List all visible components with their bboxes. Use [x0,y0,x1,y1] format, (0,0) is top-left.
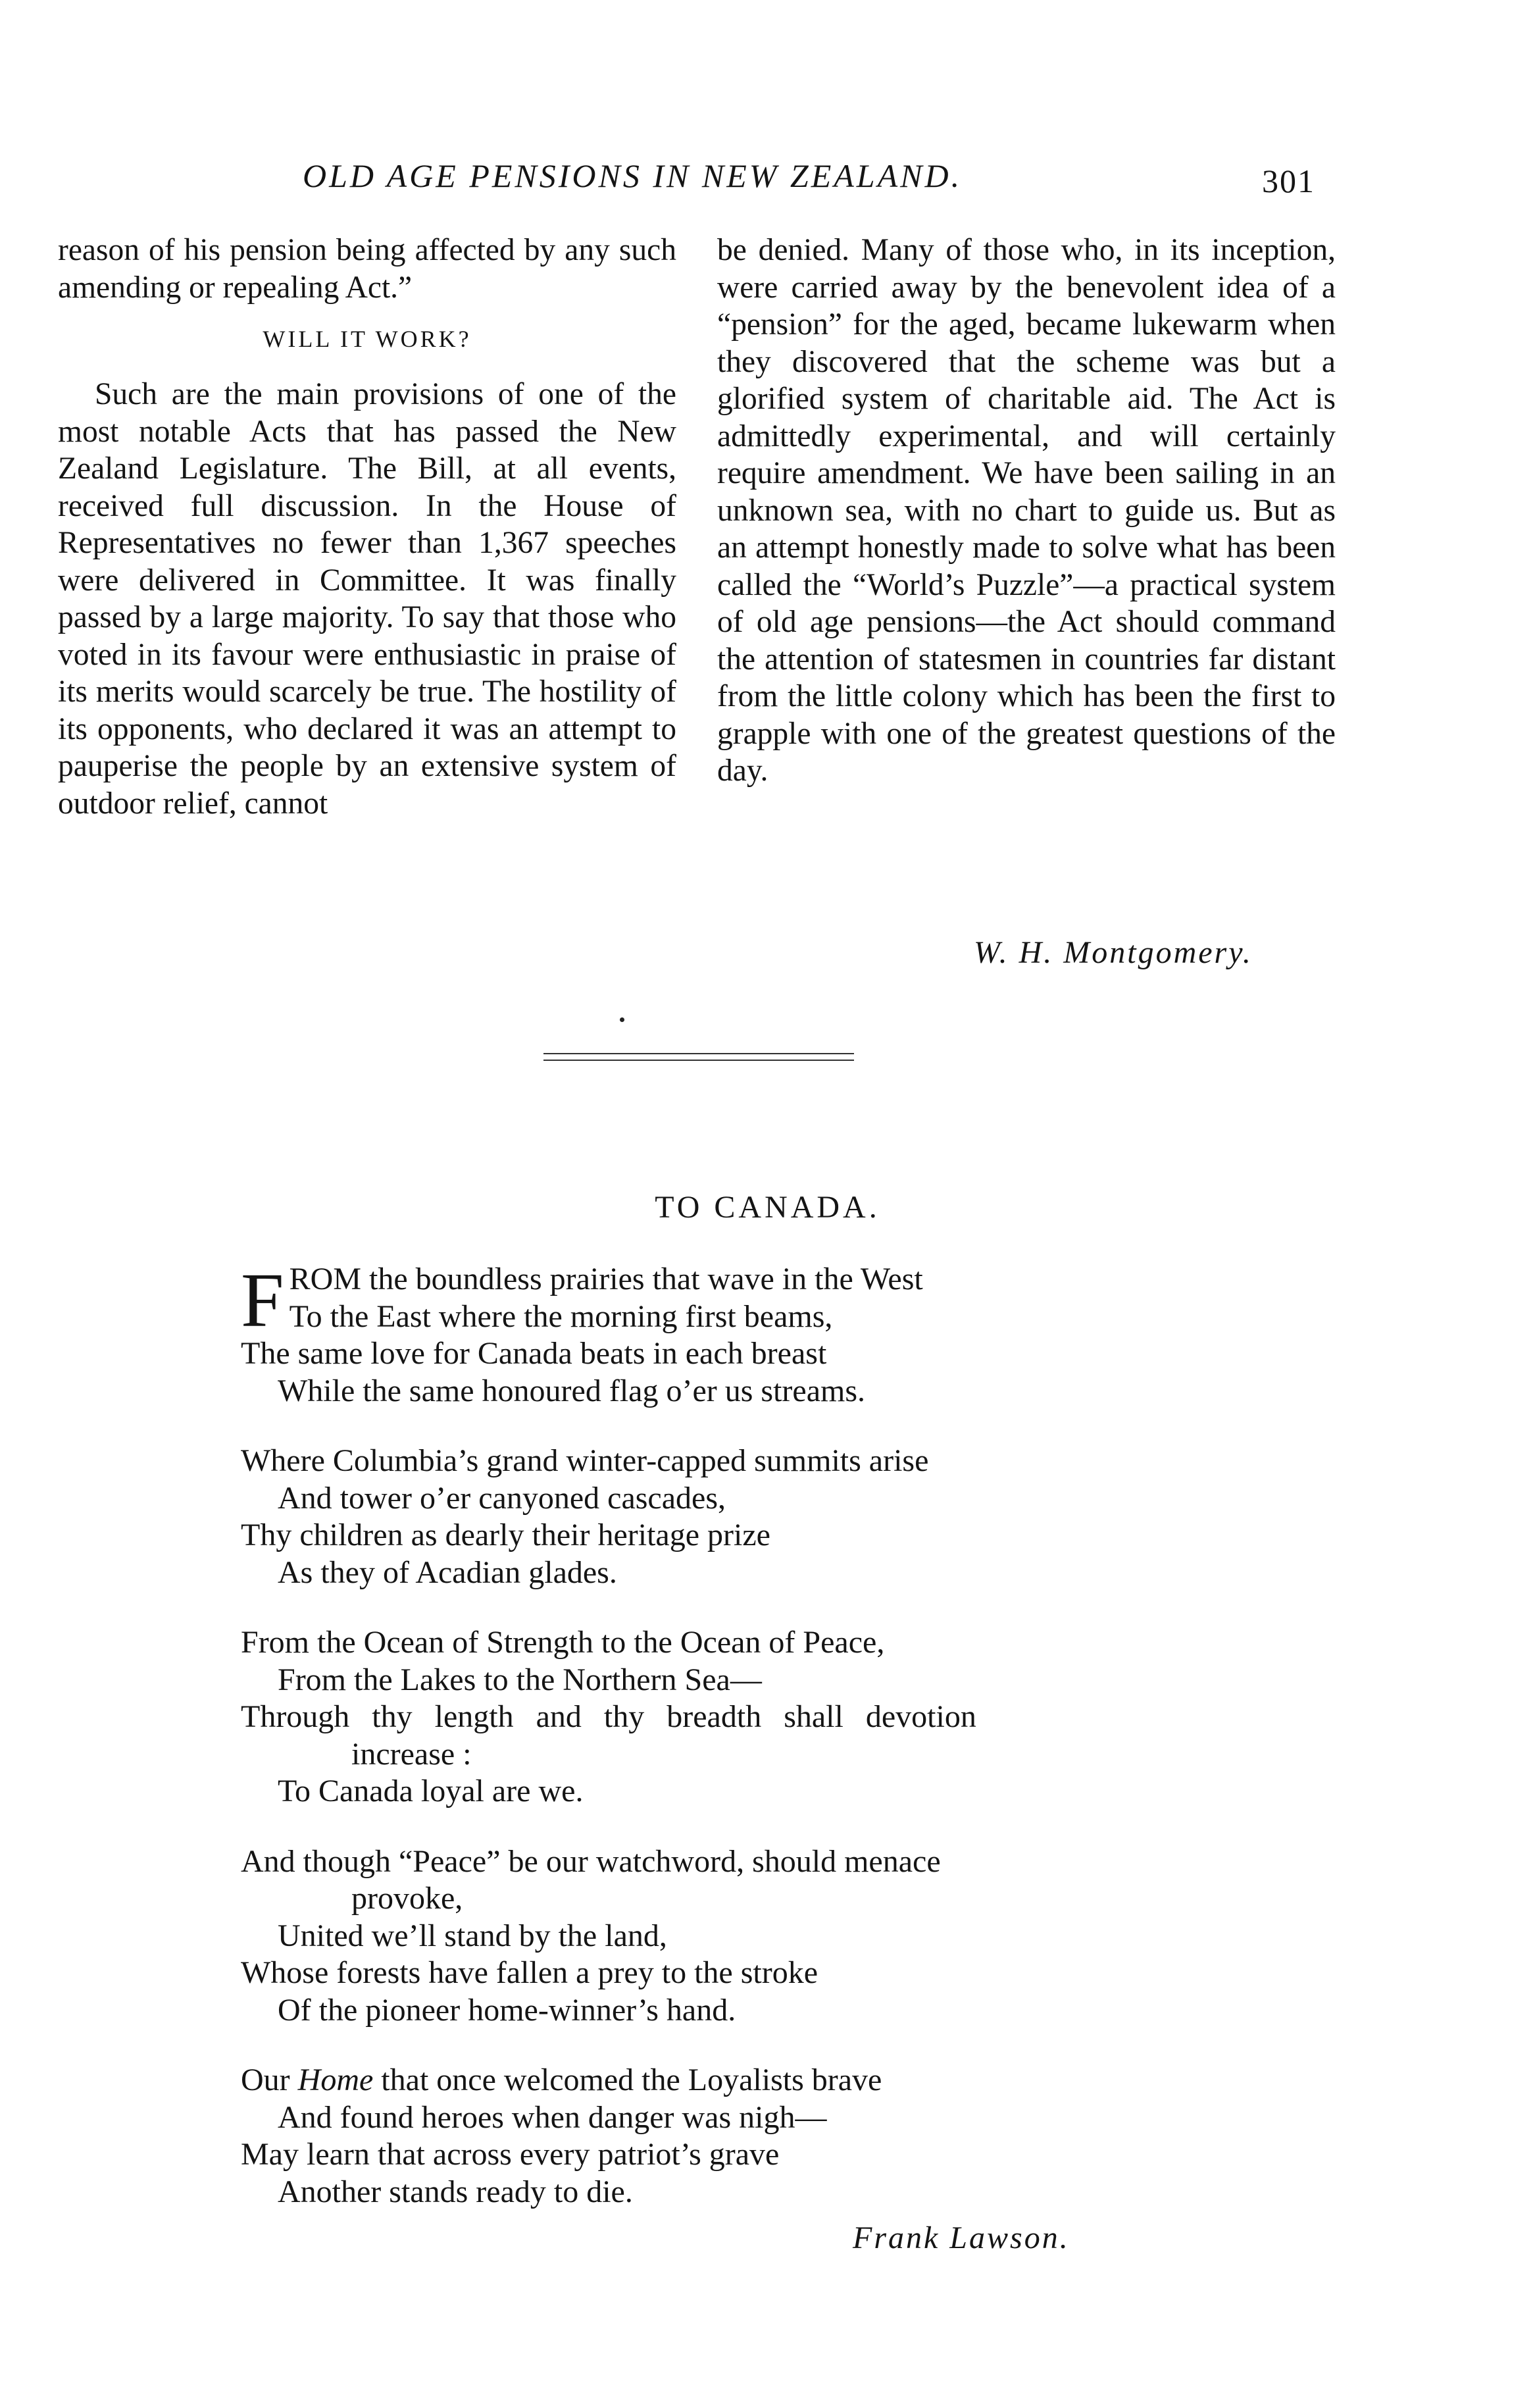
drop-cap: F [241,1257,284,1343]
poem-line: United we’ll stand by the land, [278,1918,667,1953]
poem-line-end: that once welcomed the Loyalists brave [373,2062,882,2097]
poem-line: Of the pioneer home-winner’s hand. [278,1992,736,2028]
poem-line: The same love for Canada beats in each breast [241,1336,827,1371]
poem-line: May learn that across every patriot’s grave [241,2137,780,2172]
poem-emphasis-home: Home [297,2062,374,2097]
separator-rule-top [543,1053,854,1054]
article-right-column [717,232,1336,790]
poem-line-start: Our [241,2062,298,2097]
poem-line: increase : [351,1736,472,1772]
poem-stanza-2 [241,1443,1267,1591]
poem-stanza-3 [241,1624,1267,1810]
article-author-signature: W. H. Montgomery. [974,935,1253,970]
poem-line: To the East where the morning first beams, [289,1298,833,1334]
poem-line: And though “Peace” be our watchword, should menace [241,1843,941,1879]
left-column-opening: reason of his pension being affected by any such amending or repealing Act.” [58,233,676,305]
poem-line: While the same honoured flag o’er us streams. [278,1373,866,1408]
poem-line: ROM the boundless prairies that wave in the West [289,1262,923,1296]
poem-line: And found heroes when danger was nigh— [278,2099,827,2135]
poem-body [241,1257,1267,2243]
running-title: OLD AGE PENSIONS IN NEW ZEALAND. [303,157,963,194]
poem-author-signature: Frank Lawson. [853,2220,1070,2255]
poem-line: Another stands ready to die. [278,2174,633,2209]
poem-line: To Canada loyal are we. [278,1774,584,1808]
subheading-will-it-work: WILL IT WORK? [263,326,472,352]
poem-line: provoke, [351,1881,463,1916]
poem-line: Through thy length and thy breadth shall devotion [241,1699,976,1734]
poem-line: From the Ocean of Strength to the Ocean of Peace, [241,1625,885,1660]
separator-dot [620,1017,624,1022]
separator-rule-bottom [543,1060,854,1061]
poem-line: Where Columbia’s grand winter-capped summits arise [241,1443,929,1478]
poem-line: And tower o’er canyoned cascades, [278,1480,726,1516]
page-number: 301 [1262,163,1315,199]
poem-line: Whose forests have fallen a prey to the stroke [241,1955,818,1990]
poem-line [241,2062,1267,2099]
poem-line: As they of Acadian glades. [278,1554,617,1590]
poem-stanza-4 [241,1843,1267,2030]
article-left-column [58,232,676,822]
poem-stanza-5 [241,2062,1267,2211]
poem-line: Thy children as dearly their heritage prize [241,1518,770,1552]
poem-line: From the Lakes to the Northern Sea— [278,1662,762,1697]
left-column-paragraph: Such are the main provisions of one of the most notable Acts that has passed the New Zealand Legislature. The Bill, at all events, received full discussion. In the House of Representatives no fewer than 1,367 speeches were delivered in Committee. It was finally passed by a large majority. To say that those who voted in its favour were enthusiastic in praise of its merits would scarcely be true. The hostility of its opponents, who declared it was an attempt to pauperise the people by an extensive system of outdoor relief, cannot [58,377,676,821]
poem-stanza-1 [241,1257,1267,1410]
right-column-paragraph: be denied. Many of those who, in its inception, were carried away by the benevolent idea of a “pension” for the aged, became lukewarm when they discovered that the scheme was but a glorified system of charitable aid. The Act is admittedly experimental, and will certainly require amendment. We have been sailing in an unknown sea, with no chart to guide us. But as an attempt honestly made to solve what has been called the “World’s Puzzle”—a practical system of old age pensions—the Act should command the attention of statesmen in countries far distant from the little colony which has been the first to grapple with one of the greatest questions of the day. [717,233,1336,788]
poem-title: TO CANADA. [655,1190,880,1225]
